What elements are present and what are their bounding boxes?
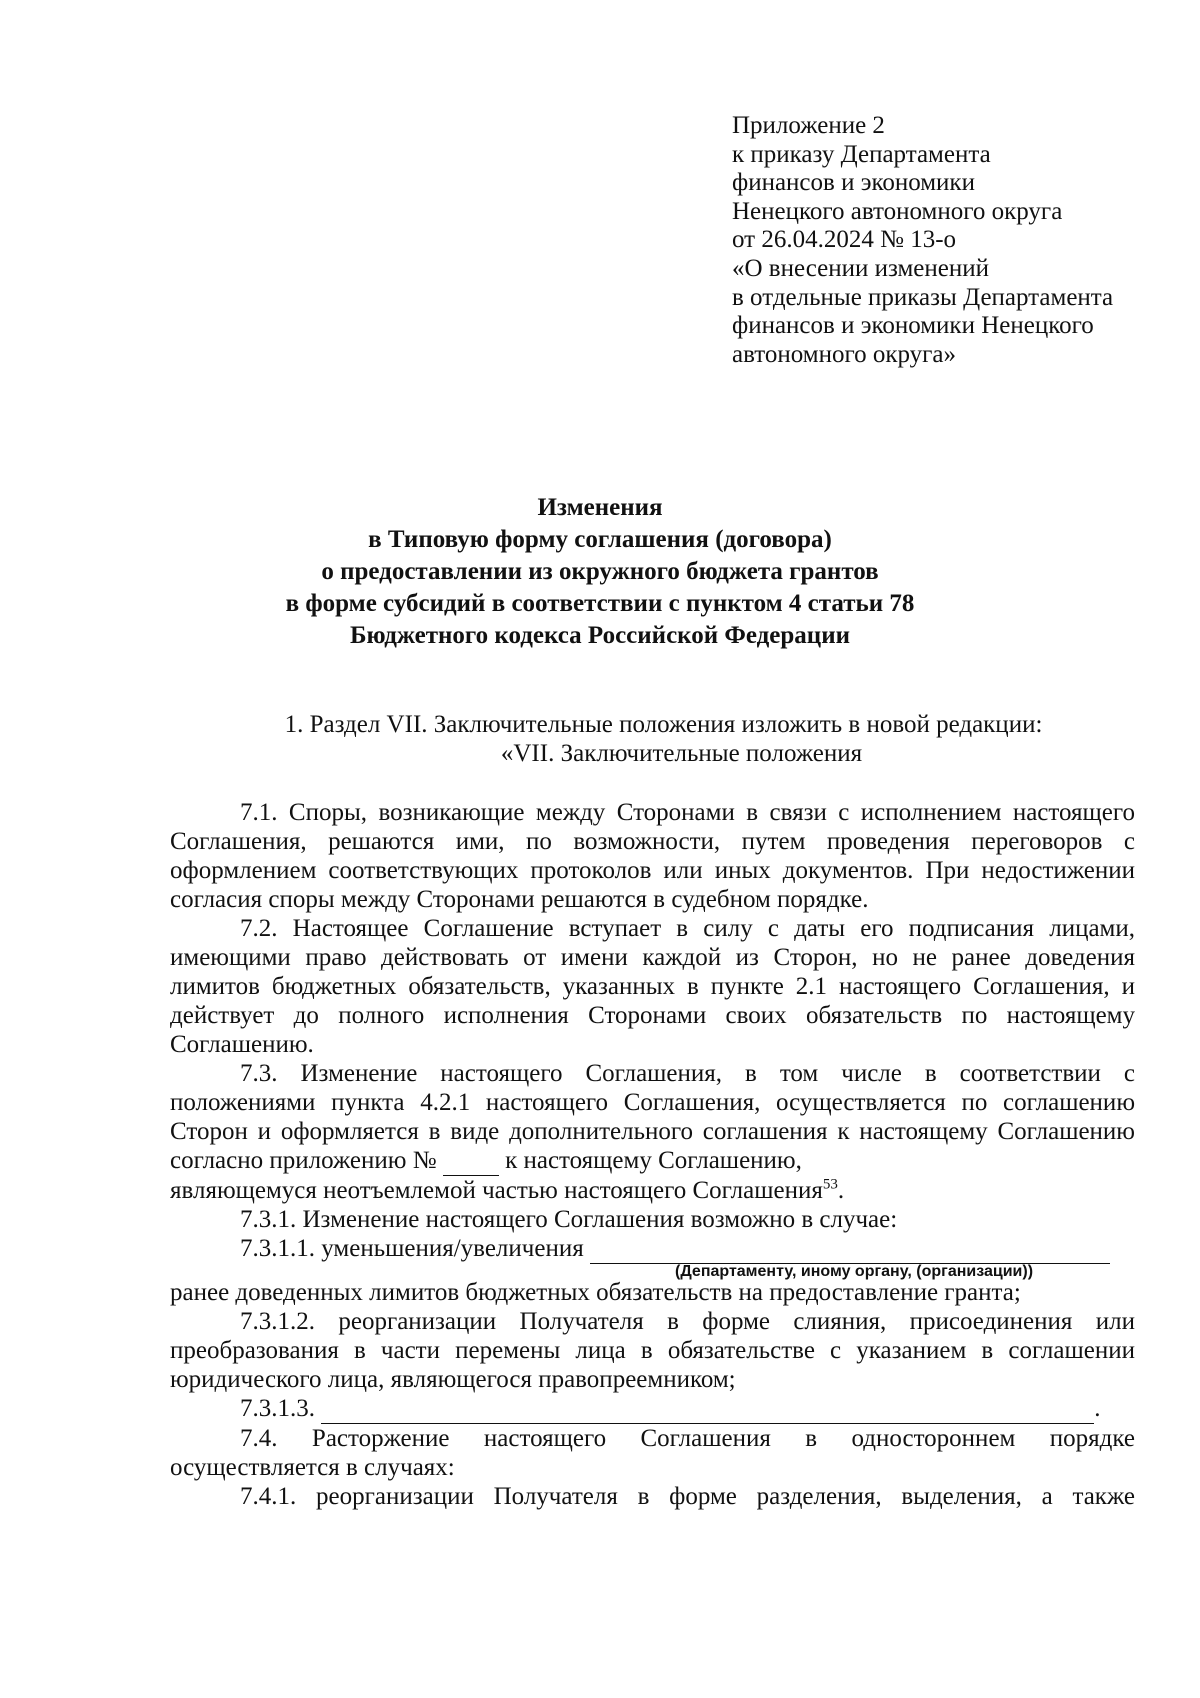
title-line: о предоставлении из окружного бюджета грантов xyxy=(321,558,879,585)
clause-7-3-1-1-continuation: ранее доведенных лимитов бюджетных обязательств на предоставление гранта; xyxy=(170,1279,1021,1306)
clause-7-1: 7.1. Споры, возникающие между Сторонами в связи с исполнением настоящего Соглашения, решаются ими, по возможности, путем проведения переговоров с оформлением соответствующих протоколов или иных документов. При недостижении согласия споры между Сторонами решаются в судебном порядке. xyxy=(170,799,1135,913)
clause-7-3-end-line xyxy=(170,1176,1135,1205)
clause-7-4: 7.4. Расторжение настоящего Соглашения в одностороннем порядке осуществляется в случаях: xyxy=(170,1425,1135,1481)
title-line: Бюджетного кодекса Российской Федерации xyxy=(349,622,850,649)
clause-7-3-1-3-dot: . xyxy=(1094,1395,1101,1422)
other-case-blank xyxy=(321,1394,1094,1424)
clause-7-3-text: 7.3. Изменение настоящего Соглашения, в том числе в соответствии с положениями пункта 4.2.1 настоящего Соглашения, осуществляется по соглашению Сторон и оформляется в виде дополнительного соглашения к настоящему Соглашению согласно приложению № xyxy=(170,1060,1135,1174)
appendix-line: к приказу Департамента xyxy=(732,140,991,168)
appendix-line: Ненецкого автономного округа xyxy=(732,197,1063,225)
appendix-line: финансов и экономики xyxy=(732,169,975,197)
clauses-body xyxy=(170,798,1135,1511)
appendix-line: в отдельные приказы Департамента xyxy=(732,283,1114,311)
clause-7-3-1-1 xyxy=(170,1234,1135,1264)
intro-block xyxy=(170,710,1135,768)
appendix-header xyxy=(732,112,1113,369)
appendix-number-blank xyxy=(443,1146,499,1176)
title-line: Изменения xyxy=(537,494,663,521)
clause-7-3-tail: к настоящему Соглашению, xyxy=(505,1147,802,1174)
clause-7-3-end-dot: . xyxy=(837,1177,845,1204)
section-heading: «VII. Заключительные положения xyxy=(500,740,863,767)
appendix-line: «О внесении изменений xyxy=(732,254,990,282)
body-name-blank xyxy=(590,1234,1110,1264)
title-line: в Типовую форму соглашения (договора) xyxy=(368,526,832,553)
clause-7-4-1: 7.4.1. реорганизации Получателя в форме разделения, выделения, а также xyxy=(240,1483,1135,1510)
clause-7-3-end: являющемуся неотъемлемой частью настоящего Соглашения xyxy=(170,1177,823,1204)
clause-7-2: 7.2. Настоящее Соглашение вступает в силу с даты его подписания лицами, имеющими право действовать от имени каждой из Сторон, но не ранее доведения лимитов бюджетных обязательств, указанных в пункте 2.1 настоящего Соглашения, и действует до полного исполнения Сторонами своих обязательств по настоящему Соглашению. xyxy=(170,915,1135,1058)
appendix-line: финансов и экономики Ненецкого xyxy=(732,312,1094,340)
appendix-line: автономного округа» xyxy=(732,340,957,368)
footnote-ref: 53 xyxy=(822,1176,838,1193)
clause-7-3-1-3-label: 7.3.1.3. xyxy=(240,1395,315,1422)
clause-7-3-1-2: 7.3.1.2. реорганизации Получателя в форме слияния, присоединения или преобразования в части перемены лица в обязательстве с указанием в соглашении юридического лица, являющегося правопреемником; xyxy=(170,1308,1135,1393)
intro-item: 1. Раздел VII. Заключительные положения изложить в новой редакции: xyxy=(284,711,1043,738)
clause-7-3-1: 7.3.1. Изменение настоящего Соглашения возможно в случае: xyxy=(240,1206,898,1233)
clause-7-3-1-1-text: 7.3.1.1. уменьшения/увеличения xyxy=(240,1235,584,1262)
appendix-line: Приложение 2 xyxy=(732,112,885,139)
clause-7-3 xyxy=(170,1059,1135,1176)
document-title xyxy=(0,492,1200,652)
clause-7-3-1-3 xyxy=(170,1394,1135,1424)
title-line: в форме субсидий в соответствии с пунктом 4 статьи 78 xyxy=(285,590,915,617)
blank-hint: (Департаменту, иному органу, (организации)) xyxy=(675,1263,1034,1280)
appendix-line: от 26.04.2024 № 13-о xyxy=(732,226,957,254)
